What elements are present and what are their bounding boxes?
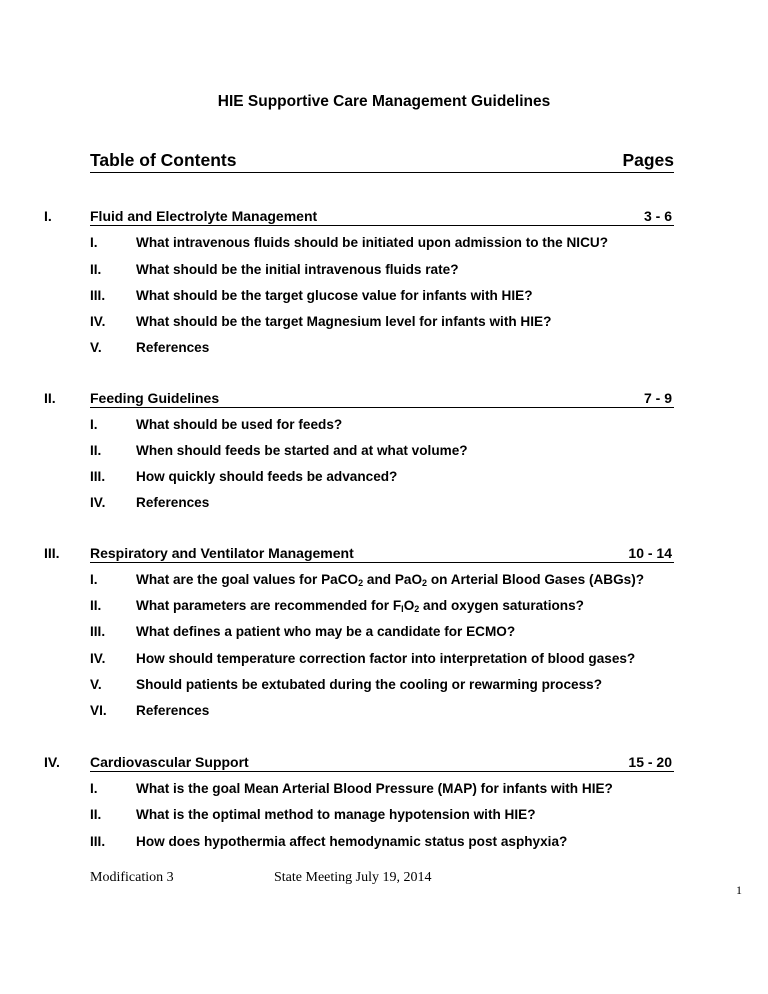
section-numeral: IV. (44, 754, 60, 770)
list-item (90, 781, 730, 796)
item-number: I. (90, 572, 98, 587)
list-item (90, 703, 730, 718)
item-text: What should be the target Magnesium level for infants with HIE? (136, 314, 552, 329)
list-item (90, 314, 730, 329)
item-number: III. (90, 469, 106, 484)
item-number: I. (90, 781, 98, 796)
section-numeral: I. (44, 208, 52, 224)
item-number: III. (90, 834, 106, 849)
section-heading (90, 545, 674, 563)
section-heading (90, 754, 674, 772)
item-number: IV. (90, 651, 106, 666)
list-item (90, 495, 730, 510)
list-item (90, 834, 730, 849)
item-number: II. (90, 262, 102, 277)
section-heading (90, 390, 674, 408)
subscript: 2 (422, 578, 428, 588)
item-text: What are the goal values for PaCO (136, 572, 359, 587)
item-number: V. (90, 677, 102, 692)
list-item (90, 417, 730, 432)
document-title: HIE Supportive Care Management Guidelines (217, 93, 551, 110)
item-number: II. (90, 807, 102, 822)
list-item (90, 340, 730, 355)
subscript: I (401, 604, 404, 614)
item-number: IV. (90, 495, 106, 510)
item-text: What should be the initial intravenous fluids rate? (136, 262, 459, 277)
item-text: How quickly should feeds be advanced? (136, 469, 398, 484)
list-item (90, 651, 730, 666)
footer-modification: Modification 3 (90, 870, 174, 885)
item-text: How should temperature correction factor into interpretation of blood gases? (136, 651, 636, 666)
item-number: II. (90, 443, 102, 458)
section-title: Fluid and Electrolyte Management (90, 208, 318, 224)
item-text: What parameters are recommended for F (136, 598, 402, 613)
list-item (90, 235, 730, 250)
section-pages: 7 - 9 (643, 390, 672, 406)
section-numeral: II. (44, 390, 56, 406)
toc-pages-label: Pages (622, 150, 674, 170)
item-text: What intravenous fluids should be initiated upon admission to the NICU? (136, 235, 609, 250)
list-item (90, 624, 730, 639)
footer-meeting: State Meeting July 19, 2014 (274, 870, 432, 885)
item-text: What is the optimal method to manage hypotension with HIE? (136, 807, 536, 822)
section-title: Feeding Guidelines (90, 390, 220, 406)
item-text: and PaO (363, 572, 423, 587)
item-text: What should be used for feeds? (136, 417, 343, 432)
list-item (90, 807, 730, 822)
section-title: Respiratory and Ventilator Management (90, 545, 354, 561)
item-text: References (136, 495, 210, 510)
list-item (90, 572, 730, 588)
list-item (90, 598, 730, 614)
section-numeral: III. (44, 545, 60, 561)
list-item (90, 443, 730, 458)
list-item (90, 262, 730, 277)
section-pages: 15 - 20 (628, 754, 672, 770)
item-text: on Arterial Blood Gases (ABGs)? (427, 572, 645, 587)
section-pages: 3 - 6 (643, 208, 672, 224)
list-item (90, 288, 730, 303)
item-text: When should feeds be started and at what volume? (136, 443, 468, 458)
section-heading (90, 208, 674, 226)
item-number: VI. (90, 703, 107, 718)
item-text: O (403, 598, 415, 613)
item-number: I. (90, 235, 98, 250)
subscript: 2 (358, 578, 364, 588)
item-number: IV. (90, 314, 106, 329)
item-text: Should patients be extubated during the cooling or rewarming process? (136, 677, 603, 692)
list-item (90, 469, 730, 484)
item-number: V. (90, 340, 102, 355)
item-text: How does hypothermia affect hemodynamic status post asphyxia? (136, 834, 568, 849)
item-text: What should be the target glucose value for infants with HIE? (136, 288, 533, 303)
toc-label: Table of Contents (90, 150, 237, 170)
section-pages: 10 - 14 (628, 545, 672, 561)
page-footer (90, 870, 432, 886)
item-text: References (136, 703, 210, 718)
subscript: 2 (414, 604, 420, 614)
item-text: What is the goal Mean Arterial Blood Pressure (MAP) for infants with HIE? (136, 781, 613, 796)
item-text: References (136, 340, 210, 355)
item-text: What defines a patient who may be a candidate for ECMO? (136, 624, 516, 639)
item-number: II. (90, 598, 102, 613)
toc-header (90, 150, 674, 173)
item-text: and oxygen saturations? (419, 598, 584, 613)
page-number: 1 (736, 883, 742, 897)
item-number: I. (90, 417, 98, 432)
item-number: III. (90, 624, 106, 639)
item-number: III. (90, 288, 106, 303)
list-item (90, 677, 730, 692)
section-title: Cardiovascular Support (90, 754, 249, 770)
